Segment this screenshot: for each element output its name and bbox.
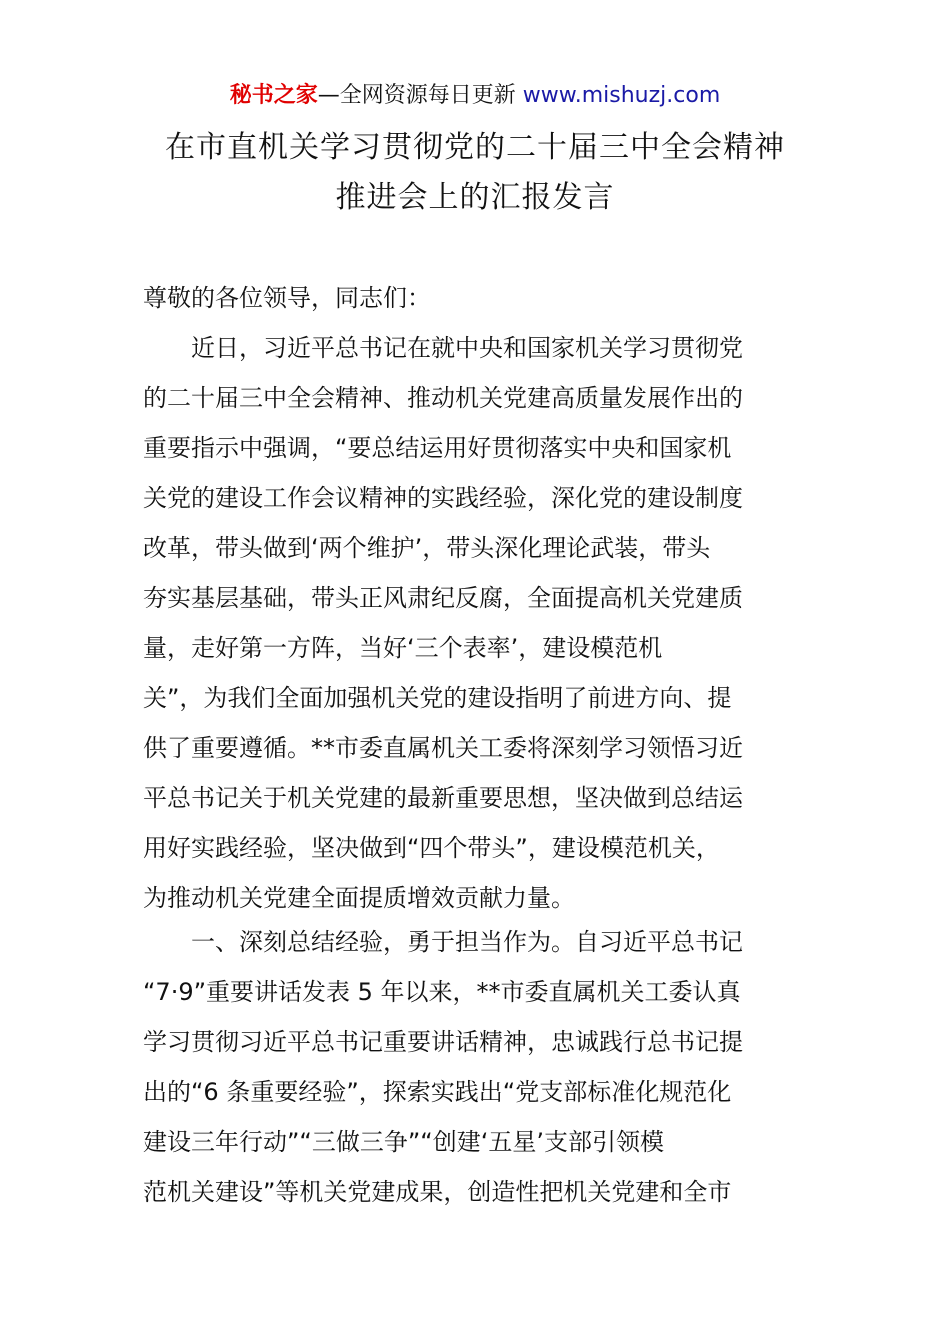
site-url-link[interactable]: www.mishuzj.com	[522, 83, 721, 108]
paragraph-line: 建设三年行动”“三做三争”“创建‘五星’支部引领模	[143, 1128, 664, 1156]
paragraph-line: 平总书记关于机关党建的最新重要思想，坚决做到总结运	[143, 784, 743, 812]
paragraph-line: 为推动机关党建全面提质增效贡献力量。	[143, 884, 575, 912]
paragraph-line: 用好实践经验，坚决做到“四个带头”，建设模范机关，	[143, 834, 720, 862]
paragraph-line: 重要指示中强调，“要总结运用好贯彻落实中央和国家机	[143, 434, 732, 462]
header-tagline: —全网资源每日更新	[317, 83, 523, 108]
paragraph-line: 关党的建设工作会议精神的实践经验，深化党的建设制度	[143, 484, 743, 512]
brand-name: 秘书之家	[229, 83, 318, 108]
paragraph-2	[143, 917, 823, 1217]
paragraph-line: 出的“6 条重要经验”，探索实践出“党支部标准化规范化	[143, 1078, 732, 1106]
paragraph-line: 改革，带头做到‘两个维护’，带头深化理论武装，带头	[143, 534, 711, 562]
paragraph-line: 一、深刻总结经验，勇于担当作为。自习近平总书记	[191, 928, 743, 956]
salutation: 尊敬的各位领导，同志们：	[143, 284, 431, 312]
paragraph-line: 近日，习近平总书记在就中央和国家机关学习贯彻党	[191, 334, 743, 362]
site-header	[0, 80, 950, 112]
paragraph-line: 夯实基层基础，带头正风肃纪反腐，全面提高机关党建质	[143, 584, 743, 612]
paragraph-line: “7·9”重要讲话发表 5 年以来，**市委直属机关工委认真	[143, 978, 741, 1006]
paragraph-line: 量，走好第一方阵，当好‘三个表率’，建设模范机	[143, 634, 663, 662]
paragraph-line: 供了重要遵循。**市委直属机关工委将深刻学习领悟习近	[143, 734, 743, 762]
document-title	[0, 123, 950, 223]
title-line-2: 推进会上的汇报发言	[335, 180, 615, 215]
paragraph-line: 范机关建设”等机关党建成果，创造性把机关党建和全市	[143, 1178, 732, 1206]
title-line-1: 在市直机关学习贯彻党的二十届三中全会精神	[165, 130, 785, 165]
paragraph-line: 学习贯彻习近平总书记重要讲话精神，忠诚践行总书记提	[143, 1028, 743, 1056]
paragraph-line: 关”，为我们全面加强机关党的建设指明了前进方向、提	[143, 684, 732, 712]
paragraph-1	[143, 323, 823, 923]
paragraph-line: 的二十届三中全会精神、推动机关党建高质量发展作出的	[143, 384, 743, 412]
